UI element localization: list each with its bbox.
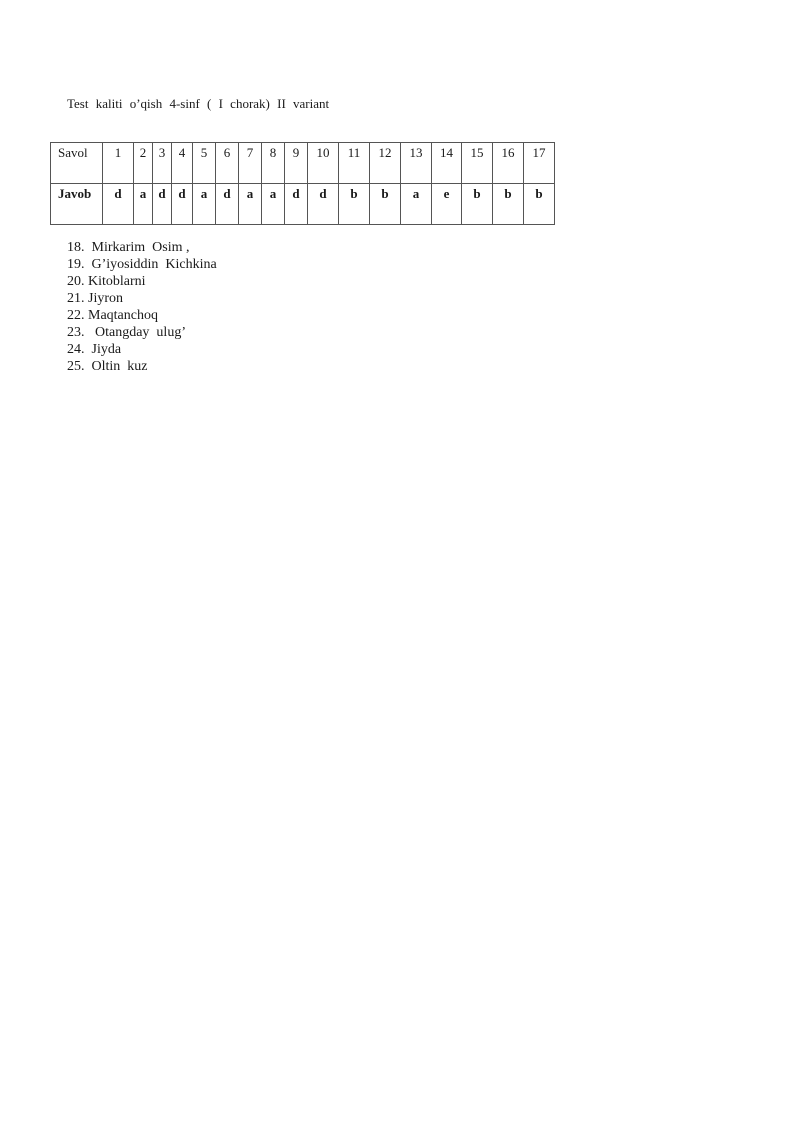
answer-cell: a	[193, 184, 216, 225]
question-cell: 4	[172, 143, 193, 184]
question-cell: 17	[524, 143, 555, 184]
answer-cell: b	[493, 184, 524, 225]
list-item: 22. Maqtanchoq	[67, 308, 158, 323]
answer-row	[51, 184, 555, 225]
question-cell: 3	[153, 143, 172, 184]
answer-header-cell: Javob	[51, 184, 103, 225]
question-cell: 7	[239, 143, 262, 184]
answer-cell: d	[153, 184, 172, 225]
question-cell: 5	[193, 143, 216, 184]
answer-cell: b	[524, 184, 555, 225]
question-cell: 11	[339, 143, 370, 184]
question-cell: 1	[103, 143, 134, 184]
question-cell: 2	[134, 143, 153, 184]
list-item: 18. Mirkarim Osim ,	[67, 240, 190, 255]
list-item: 19. G’iyosiddin Kichkina	[67, 257, 217, 272]
answer-cell: b	[370, 184, 401, 225]
question-cell: 13	[401, 143, 432, 184]
list-item: 24. Jiyda	[67, 342, 122, 357]
answer-cell: a	[262, 184, 285, 225]
question-cell: 9	[285, 143, 308, 184]
question-cell: 15	[462, 143, 493, 184]
answer-cell: b	[462, 184, 493, 225]
list-item: 23. Otangday ulug’	[67, 325, 186, 340]
question-header-cell: Savol	[51, 143, 103, 184]
answer-cell: d	[216, 184, 239, 225]
answer-cell: d	[172, 184, 193, 225]
document-title: Test kaliti o’qish 4-sinf ( I chorak) II variant	[67, 96, 330, 111]
question-cell: 14	[432, 143, 462, 184]
list-item: 20. Kitoblarni	[67, 274, 146, 289]
question-cell: 16	[493, 143, 524, 184]
question-cell: 10	[308, 143, 339, 184]
question-cell: 8	[262, 143, 285, 184]
answer-key-table	[50, 142, 555, 225]
question-row	[51, 143, 555, 184]
question-cell: 12	[370, 143, 401, 184]
answer-cell: d	[308, 184, 339, 225]
answer-cell: d	[285, 184, 308, 225]
list-item: 25. Oltin kuz	[67, 359, 148, 374]
open-answers-list	[67, 239, 217, 375]
answer-cell: e	[432, 184, 462, 225]
list-item: 21. Jiyron	[67, 291, 123, 306]
answer-cell: a	[401, 184, 432, 225]
question-cell: 6	[216, 143, 239, 184]
answer-cell: a	[239, 184, 262, 225]
answer-cell: a	[134, 184, 153, 225]
answer-cell: d	[103, 184, 134, 225]
answer-cell: b	[339, 184, 370, 225]
